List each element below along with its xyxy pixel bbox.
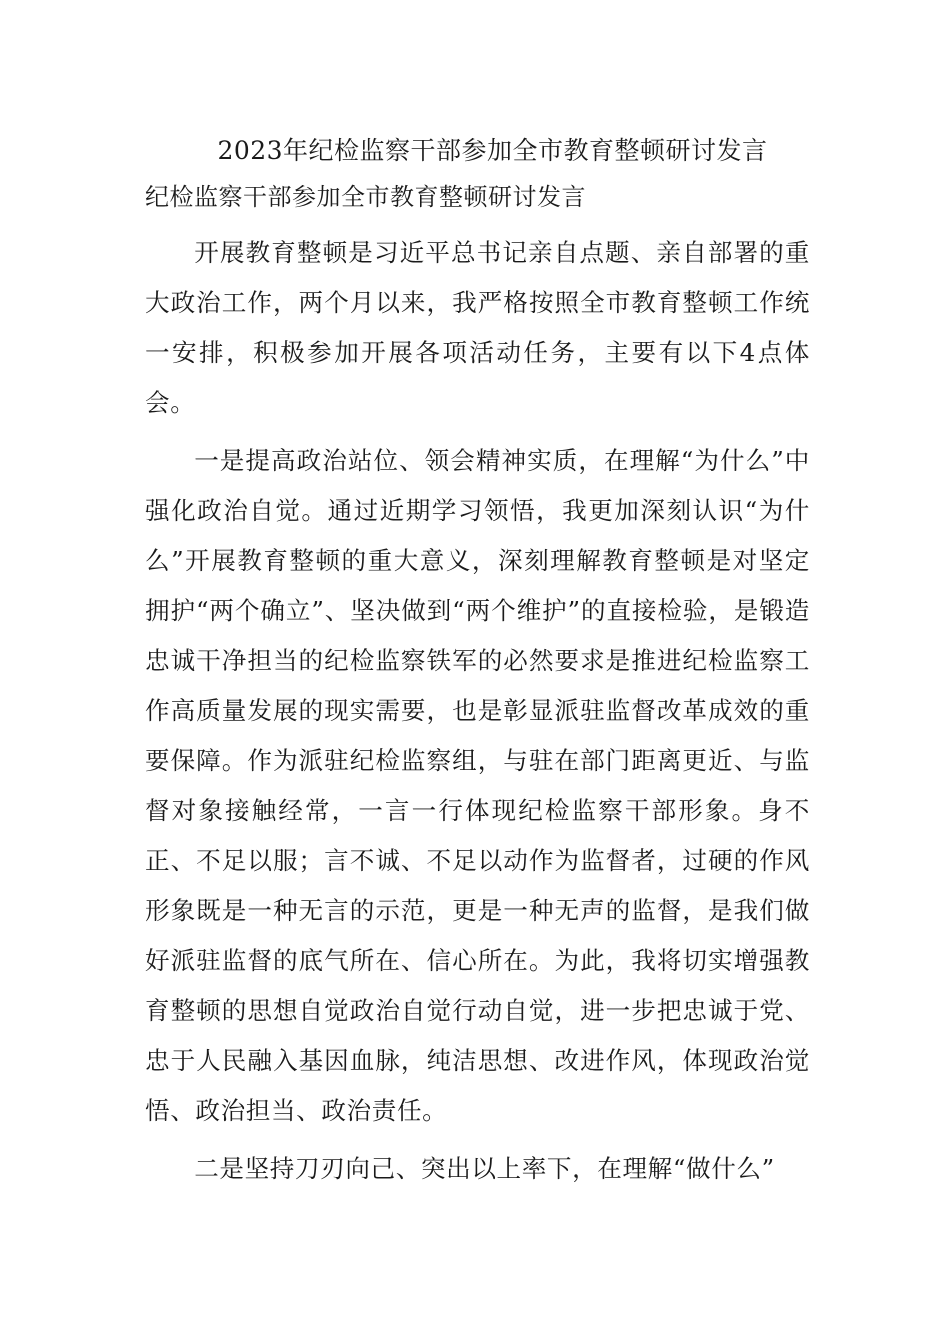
document-title: 2023年纪检监察干部参加全市教育整顿研讨发言 [217, 136, 768, 165]
document-subtitle: 纪检监察干部参加全市教育整顿研讨发言 [145, 183, 586, 211]
document-body [145, 128, 810, 1194]
paragraph-intro: 开展教育整顿是习近平总书记亲自点题、亲自部署的重大政治工作，两个月以来，我严格按照全市教育整顿工作统一安排，积极参加开展各项活动任务，主要有以下4点体会。 [145, 238, 810, 417]
paragraph-point-two: 二是坚持刀刃向己、突出以上率下，在理解“做什么” [194, 1154, 775, 1183]
paragraph-point-one: 一是提高政治站位、领会精神实质，在理解“为什么”中强化政治自觉。通过近期学习领悟，我更加深刻认识“为什么”开展教育整顿的重大意义，深刻理解教育整顿是对坚定拥护“两个确立”、坚决做到“两个维护”的直接检验，是锻造忠诚干净担当的纪检监察铁军的必然要求是推进纪检监察工作高质量发展的现实需要，也是彰显派驻监督改革成效的重要保障。作为派驻纪检监察组，与驻在部门距离更近、与监督对象接触经常，一言一行体现纪检监察干部形象。身不正、不足以服；言不诚、不足以动作为监督者，过硬的作风形象既是一种无言的示范，更是一种无声的监督，是我们做好派驻监督的底气所在、信心所在。为此，我将切实增强教育整顿的思想自觉政治自觉行动自觉，进一步把忠诚于党、忠于人民融入基因血脉，纯洁思想、改进作风，体现政治觉悟、政治担当、政治责任。 [145, 446, 810, 1125]
